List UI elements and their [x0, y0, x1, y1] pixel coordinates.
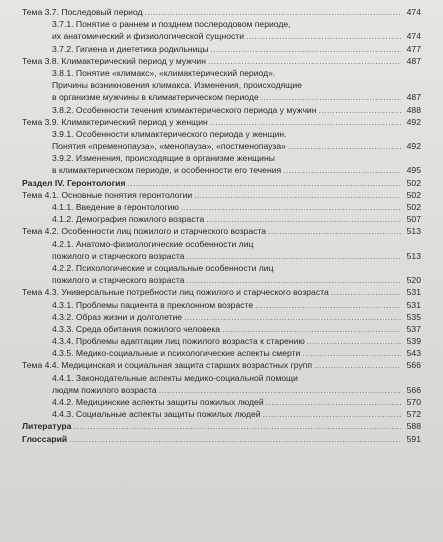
dot-leader	[268, 225, 401, 237]
dot-leader	[331, 286, 401, 298]
toc-entry	[0, 274, 443, 286]
toc-entry	[0, 30, 443, 42]
dot-leader	[127, 177, 401, 189]
toc-entry	[0, 225, 443, 237]
dot-leader	[283, 164, 401, 176]
toc-entry-page: 566	[406, 384, 421, 395]
dot-leader	[222, 323, 401, 335]
toc-entry-title: 3.7.2. Гигиена и диететика родильницы	[52, 43, 209, 54]
toc-entry	[0, 433, 443, 445]
dot-leader	[246, 30, 401, 42]
toc-entry-page: 492	[406, 116, 421, 127]
toc-entry-page: 520	[406, 275, 421, 286]
toc-entry	[0, 104, 443, 116]
toc-entry	[0, 18, 443, 30]
toc-entry-title: 4.2.1. Анатомо-физиологические особенности лиц	[52, 238, 254, 249]
toc-entry	[0, 262, 443, 274]
dot-leader	[318, 104, 401, 116]
dot-leader	[288, 140, 401, 152]
toc-entry-title: 4.1.2. Демография пожилого возраста	[52, 214, 205, 225]
toc-entry	[0, 6, 443, 18]
dot-leader	[186, 250, 401, 262]
toc-entry-page: 474	[406, 31, 421, 42]
toc-entry-title: 4.3.2. Образ жизни и долголетие	[52, 311, 183, 322]
toc-entry-page: 535	[406, 311, 421, 322]
toc-entry	[0, 372, 443, 384]
dot-leader	[194, 189, 401, 201]
toc-entry	[0, 359, 443, 371]
toc-entry-title: 4.3.3. Среда обитания пожилого человека	[52, 323, 221, 334]
toc-entry	[0, 140, 443, 152]
toc-entry-page: 477	[406, 43, 421, 54]
toc-entry	[0, 128, 443, 140]
toc-entry	[0, 177, 443, 189]
toc-entry-title: пожилого и старческого возраста	[52, 250, 185, 261]
toc-entry-title: 4.4.3. Социальные аспекты защиты пожилых людей	[52, 409, 261, 420]
toc-entry-title: Тема 3.7. Последовый период	[22, 7, 143, 17]
toc-entry-page: 474	[406, 7, 421, 17]
toc-entry-page: 487	[406, 55, 421, 66]
dot-leader	[261, 91, 401, 103]
toc-entry	[0, 311, 443, 323]
toc-entry-title: людям пожилого возраста	[52, 384, 157, 395]
toc-entry	[0, 91, 443, 103]
toc-entry	[0, 164, 443, 176]
toc-entry	[0, 201, 443, 213]
dot-leader	[255, 299, 401, 311]
toc-entry-page: 487	[406, 92, 421, 103]
toc-entry-page: 531	[406, 299, 421, 310]
toc-entry	[0, 67, 443, 79]
toc-entry-title: Тема 4.4. Медицинская и социальная защита старших возрастных групп	[22, 360, 313, 371]
toc-entry-title: пожилого и старческого возраста	[52, 275, 185, 286]
toc-entry-title: Глоссарий	[22, 433, 68, 444]
toc-entry	[0, 55, 443, 67]
toc-entry-title: Тема 3.9. Климактерический период у женщин	[22, 116, 208, 127]
toc-entry	[0, 152, 443, 164]
table-of-contents	[0, 6, 443, 445]
toc-entry-title: 4.3.4. Проблемы адаптации лиц пожилого возраста к старению	[52, 336, 305, 347]
dot-leader	[186, 274, 401, 286]
toc-entry-title: Причины возникновения климакса. Изменения, происходящие	[52, 80, 302, 91]
toc-entry-title: Тема 4.3. Универсальные потребности лиц пожилого и старческого возраста	[22, 287, 329, 298]
dot-leader	[181, 201, 401, 213]
toc-entry-title: 3.8.1. Понятие «климакс», «климактерический период».	[52, 67, 276, 78]
toc-entry	[0, 286, 443, 298]
toc-entry-page: 502	[406, 202, 421, 212]
toc-entry	[0, 213, 443, 225]
toc-entry	[0, 420, 443, 432]
toc-entry-title: в организме мужчины в климактерическом периоде	[52, 92, 259, 103]
toc-entry-title: их анатомический и физиологической сущности	[52, 31, 245, 42]
toc-entry-page: 591	[406, 433, 421, 444]
toc-entry-page: 531	[406, 287, 421, 298]
toc-entry-page: 539	[406, 336, 421, 347]
dot-leader	[159, 384, 401, 396]
toc-entry-title: 3.9.1. Особенности климактерического периода у женщин.	[52, 128, 287, 139]
toc-entry-title: 4.2.2. Психологические и социальные особенности лиц	[52, 262, 274, 273]
toc-entry-page: 513	[406, 226, 421, 237]
dot-leader	[263, 408, 401, 420]
toc-entry	[0, 238, 443, 250]
toc-entry	[0, 250, 443, 262]
toc-entry-page: 502	[406, 189, 421, 200]
toc-entry-page: 495	[406, 165, 421, 176]
toc-entry-page: 566	[406, 360, 421, 371]
toc-entry-title: Раздел IV. Геронтология	[22, 177, 126, 188]
toc-entry-title: Тема 4.2. Особенности лиц пожилого и старческого возраста	[22, 226, 267, 237]
toc-entry-page: 537	[406, 323, 421, 334]
toc-entry-page: 502	[406, 177, 421, 188]
toc-entry	[0, 347, 443, 359]
toc-entry-title: Литература	[22, 421, 72, 432]
toc-entry	[0, 335, 443, 347]
toc-entry	[0, 408, 443, 420]
toc-entry-title: 3.8.2. Особенности течения климактерического периода у мужчин	[52, 104, 317, 115]
toc-entry-page: 570	[406, 397, 421, 407]
dot-leader	[73, 420, 401, 432]
toc-entry	[0, 43, 443, 55]
toc-entry-page: 507	[406, 214, 421, 225]
toc-entry-page: 513	[406, 250, 421, 261]
dot-leader	[307, 335, 401, 347]
dot-leader	[266, 396, 401, 408]
dot-leader	[314, 359, 401, 371]
toc-entry-page: 572	[406, 409, 421, 420]
dot-leader	[210, 116, 401, 128]
toc-entry	[0, 384, 443, 396]
toc-entry-page: 492	[406, 141, 421, 152]
toc-entry-title: 4.1.1. Введение в геронтологию	[52, 202, 179, 212]
toc-entry-title: 4.3.1. Проблемы пациента в преклонном возрасте	[52, 299, 254, 310]
toc-entry	[0, 189, 443, 201]
dot-leader	[208, 55, 401, 67]
toc-entry-title: 4.3.5. Медико-социальные и психологические аспекты смерти	[52, 348, 301, 359]
toc-entry-page: 488	[406, 104, 421, 115]
toc-entry	[0, 79, 443, 91]
dot-leader	[206, 213, 401, 225]
dot-leader	[184, 311, 401, 323]
toc-entry-title: 3.7.1. Понятие о раннем и позднем послеродовом периоде,	[52, 19, 291, 30]
toc-entry-title: Понятия «пременопауза», «менопауза», «постменопауза»	[52, 141, 286, 152]
toc-entry	[0, 116, 443, 128]
dot-leader	[69, 433, 401, 445]
toc-entry-title: 4.4.1. Законодательные аспекты медико-социальной помощи	[52, 372, 298, 383]
toc-entry-page: 588	[406, 421, 421, 432]
dot-leader	[302, 347, 401, 359]
toc-entry-title: Тема 4.1. Основные понятия геронтологии	[22, 189, 193, 200]
dot-leader	[210, 43, 401, 55]
toc-entry-title: 3.9.2. Изменения, происходящие в организме женщины	[52, 153, 275, 164]
toc-entry-page: 543	[406, 348, 421, 359]
toc-entry	[0, 323, 443, 335]
toc-entry-title: в климактерическом периоде, и особенности его течения	[52, 165, 282, 176]
toc-entry	[0, 299, 443, 311]
toc-entry-title: 4.4.2. Медицинские аспекты защиты пожилых людей	[52, 397, 264, 407]
toc-entry-title: Тема 3.8. Климактерический период у мужчин	[22, 55, 206, 66]
toc-entry	[0, 396, 443, 408]
dot-leader	[145, 6, 401, 18]
